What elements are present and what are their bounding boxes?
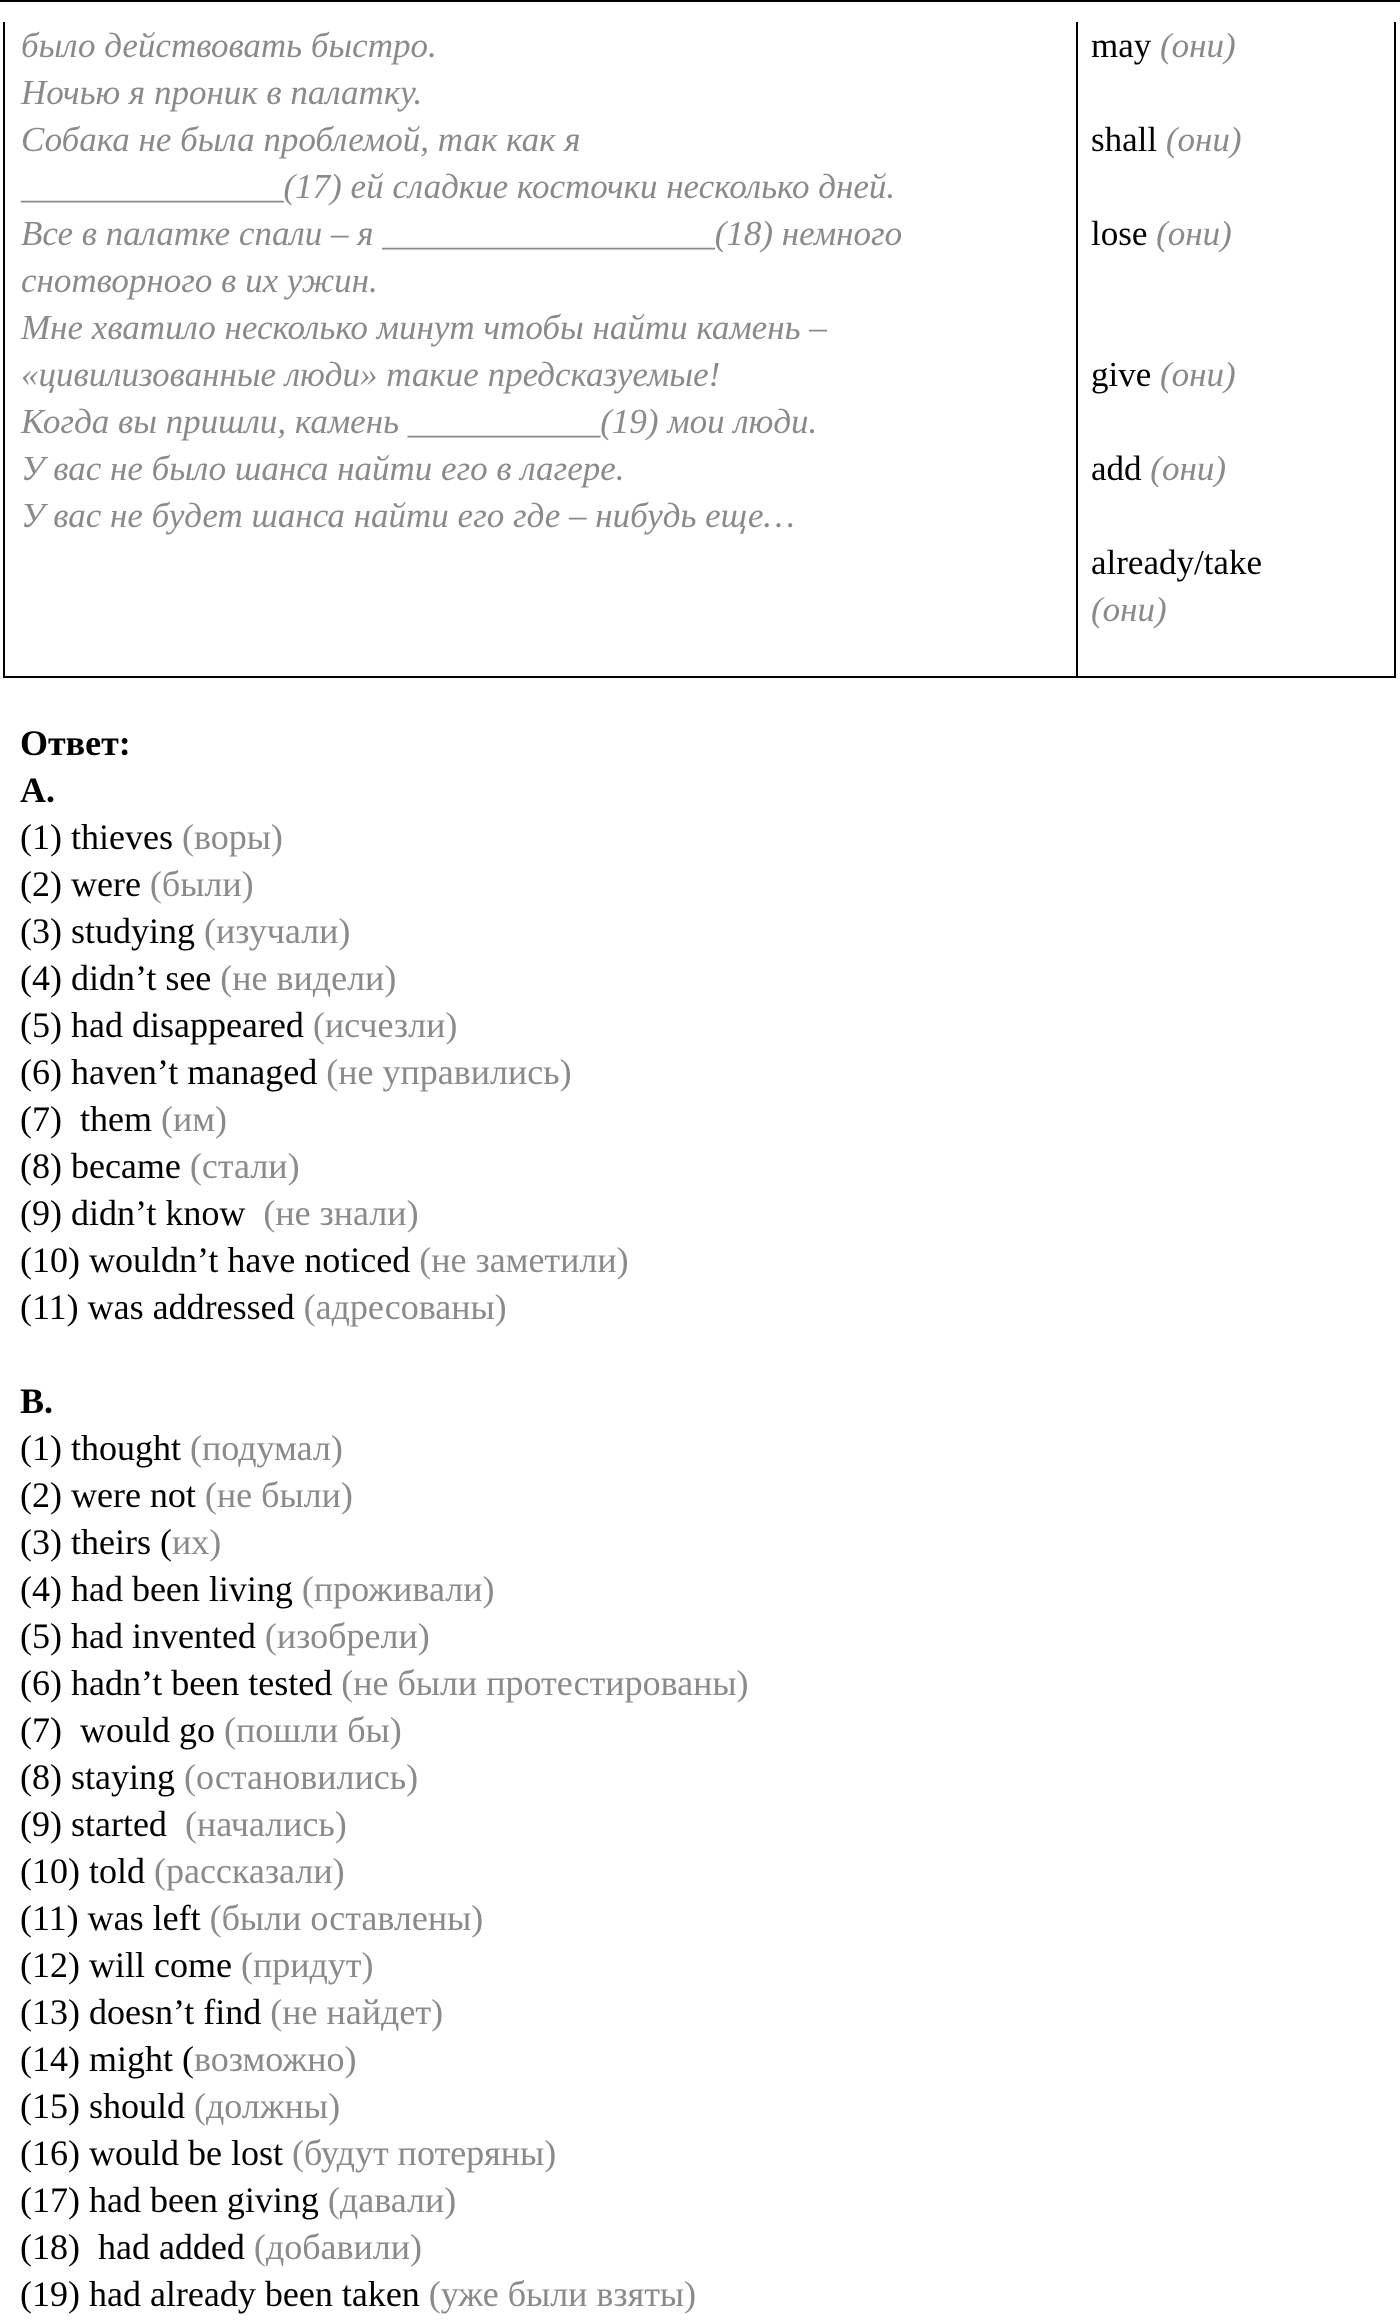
verb-word: lose <box>1091 214 1148 253</box>
answer-translation: (будут потеряны) <box>291 2133 557 2173</box>
story-text-column <box>21 22 1061 539</box>
story-line: Ночью я проник в палатку. <box>21 73 423 112</box>
verb-word: add <box>1091 449 1142 488</box>
answer-item <box>20 1989 1380 2036</box>
top-rule <box>0 0 1400 2</box>
answer-translation: (пошли бы) <box>223 1710 402 1750</box>
answer-english: (18) had added <box>20 2227 254 2267</box>
answer-item <box>20 1613 1380 1660</box>
answer-item <box>20 1848 1380 1895</box>
answer-item <box>20 1519 1380 1566</box>
answer-translation: возможно) <box>193 2039 357 2079</box>
answer-translation: (были оставлены) <box>209 1898 484 1938</box>
answer-item <box>20 955 1380 1002</box>
answer-translation: (были) <box>149 864 254 904</box>
verb-word: may <box>1091 26 1152 65</box>
verb-hint: (они) <box>1156 214 1232 253</box>
verb-hint: (они) <box>1165 120 1242 159</box>
answer-item <box>20 1801 1380 1848</box>
section-a-list <box>20 814 1380 1331</box>
answer-english: (15) should <box>20 2086 194 2126</box>
story-line: Когда вы пришли, камень ___________(19) мои люди. <box>21 402 818 441</box>
answer-english: (6) hadn’t been tested <box>20 1663 342 1703</box>
answer-item <box>20 1002 1380 1049</box>
answer-translation: (подумал) <box>189 1428 343 1468</box>
verb-hint: (они) <box>1150 449 1226 488</box>
answer-item <box>20 1566 1380 1613</box>
answer-translation: (не были протестированы) <box>341 1663 749 1703</box>
answer-item <box>20 1942 1380 1989</box>
answer-item <box>20 2224 1380 2271</box>
answer-english: (1) thought <box>20 1428 190 1468</box>
answer-item <box>20 2083 1380 2130</box>
answer-english: (6) haven’t managed <box>20 1052 327 1092</box>
answer-item <box>20 814 1380 861</box>
answer-english: (3) studying <box>20 911 204 951</box>
answer-item <box>20 1190 1380 1237</box>
verb-cue <box>1091 210 1232 257</box>
verb-hint: (они) <box>1091 590 1167 629</box>
answer-english: (17) had been giving <box>20 2180 328 2220</box>
answer-heading: Ответ: <box>20 723 131 763</box>
answer-item <box>20 1143 1380 1190</box>
answer-translation: (придут) <box>240 1945 374 1985</box>
answer-english: (2) were <box>20 864 150 904</box>
story-line: Собака не была проблемой, так как я <box>21 120 581 159</box>
answer-translation: (добавили) <box>253 2227 423 2267</box>
answer-english: (16) would be lost <box>20 2133 292 2173</box>
answer-english: (11) was addressed <box>20 1287 304 1327</box>
answer-item <box>20 2130 1380 2177</box>
answer-translation: (рассказали) <box>153 1851 345 1891</box>
answer-english: (11) was left <box>20 1898 210 1938</box>
exercise-table <box>3 22 1396 678</box>
answer-translation: (не заметили) <box>419 1240 629 1280</box>
section-b-list <box>20 1425 1380 2318</box>
verb-cue <box>1091 22 1236 69</box>
answer-english: (1) thieves <box>20 817 182 857</box>
answer-item <box>20 1754 1380 1801</box>
answer-item <box>20 1284 1380 1331</box>
answer-translation: их) <box>171 1522 222 1562</box>
answer-item <box>20 1895 1380 1942</box>
answer-translation: (изучали) <box>204 911 351 951</box>
answer-english: (4) didn’t see <box>20 958 221 998</box>
answer-item <box>20 861 1380 908</box>
answer-english: (2) were not <box>20 1475 205 1515</box>
answer-translation: (давали) <box>327 2180 457 2220</box>
spacer <box>20 1331 1380 1378</box>
answer-translation: (им) <box>160 1099 227 1139</box>
answer-translation: (адресованы) <box>303 1287 507 1327</box>
answer-english: (10) told <box>20 1851 154 1891</box>
story-line: снотворного в их ужин. <box>21 261 378 300</box>
answer-english: (13) doesn’t find <box>20 1992 271 2032</box>
story-line: Мне хватило несколько минут чтобы найти камень – <box>21 308 827 347</box>
answer-item <box>20 908 1380 955</box>
answer-english: (4) had been living <box>20 1569 302 1609</box>
section-a-label: A. <box>20 770 55 810</box>
answer-translation: (не управились) <box>326 1052 572 1092</box>
answer-english: (9) started <box>20 1804 185 1844</box>
section-b-label: B. <box>20 1381 54 1421</box>
answer-translation: (воры) <box>181 817 283 857</box>
story-line: _______________(17) ей сладкие косточки несколько дней. <box>21 167 896 206</box>
verb-cue <box>1091 445 1226 492</box>
verb-hint: (они) <box>1160 355 1236 394</box>
answer-item <box>20 1096 1380 1143</box>
answer-english: (8) staying <box>20 1757 184 1797</box>
answer-translation: (не были) <box>204 1475 353 1515</box>
story-line: Все в палатке спали – я ___________________(18) немного <box>21 214 903 253</box>
answer-english: (9) didn’t know <box>20 1193 264 1233</box>
answer-english: (14) might ( <box>20 2039 194 2079</box>
story-line: «цивилизованные люди» такие предсказуемые! <box>21 355 721 394</box>
verb-hint: (они) <box>1160 26 1236 65</box>
verb-cue <box>1091 116 1242 163</box>
answer-english: (8) became <box>20 1146 190 1186</box>
answer-translation: (исчезли) <box>312 1005 458 1045</box>
answer-english: (5) had disappeared <box>20 1005 313 1045</box>
answer-english: (19) had already been taken <box>20 2274 429 2314</box>
answer-translation: (проживали) <box>301 1569 495 1609</box>
story-line: было действовать быстро. <box>21 26 437 65</box>
answer-english: (7) would go <box>20 1710 224 1750</box>
answer-english: (3) theirs ( <box>20 1522 172 1562</box>
answer-item <box>20 1472 1380 1519</box>
answer-translation: (не знали) <box>263 1193 419 1233</box>
verb-word: give <box>1091 355 1152 394</box>
column-divider <box>1076 22 1078 676</box>
answer-translation: (начались) <box>184 1804 347 1844</box>
answer-english: (7) them <box>20 1099 161 1139</box>
answer-translation: (не видели) <box>220 958 397 998</box>
answer-translation: (уже были взяты) <box>428 2274 697 2314</box>
answer-item <box>20 2177 1380 2224</box>
answer-translation: (не найдет) <box>270 1992 444 2032</box>
answer-translation: (изобрели) <box>264 1616 430 1656</box>
story-line: У вас не будет шанса найти его где – нибудь еще… <box>21 496 795 535</box>
answer-item <box>20 1425 1380 1472</box>
answer-item <box>20 2036 1380 2083</box>
answer-item <box>20 1049 1380 1096</box>
verb-cue <box>1091 351 1236 398</box>
answer-translation: (стали) <box>189 1146 300 1186</box>
verb-cue <box>1091 539 1262 633</box>
answer-section <box>20 720 1380 2318</box>
answer-item <box>20 2271 1380 2318</box>
answer-english: (10) wouldn’t have noticed <box>20 1240 420 1280</box>
answer-english: (5) had invented <box>20 1616 265 1656</box>
answer-item <box>20 1707 1380 1754</box>
answer-item <box>20 1237 1380 1284</box>
verb-word: shall <box>1091 120 1158 159</box>
answer-english: (12) will come <box>20 1945 241 1985</box>
story-line: У вас не было шанса найти его в лагере. <box>21 449 625 488</box>
answer-translation: (должны) <box>194 2086 341 2126</box>
answer-translation: (остановились) <box>183 1757 419 1797</box>
verb-word: already/take <box>1091 543 1263 582</box>
answer-item <box>20 1660 1380 1707</box>
